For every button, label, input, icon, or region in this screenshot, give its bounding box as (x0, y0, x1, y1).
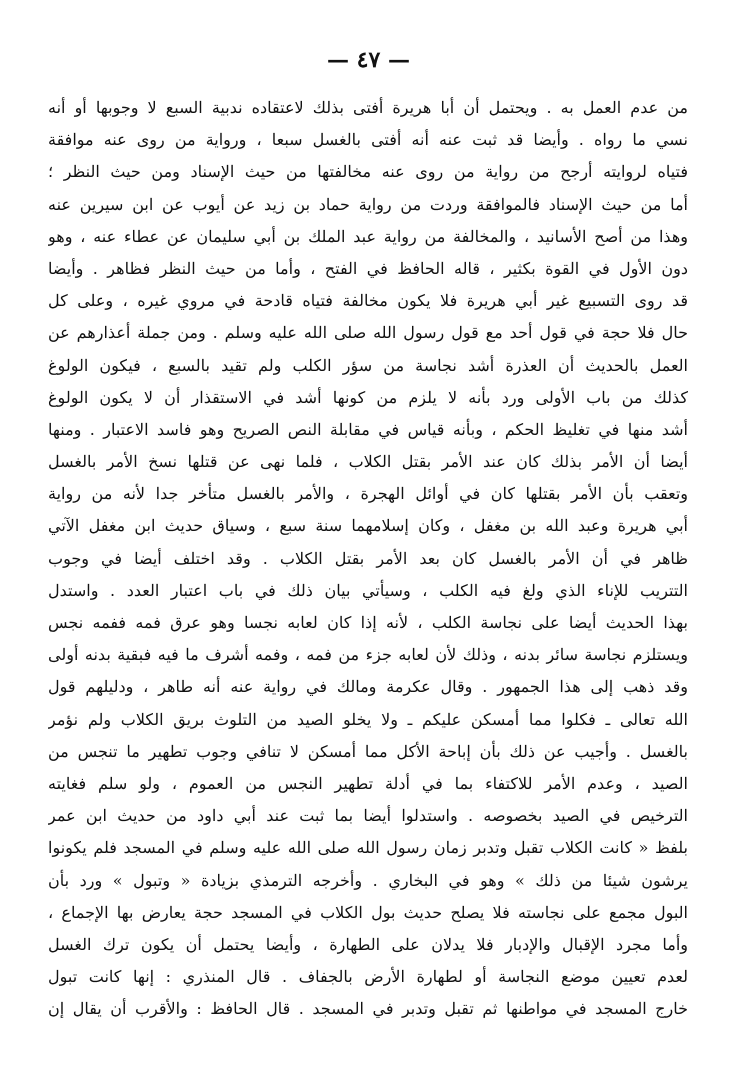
page-number: — ٤٧ — (327, 47, 410, 73)
text-line: وهذا من أصح الأسانيد ، والمخالفة من رواية عبد الملك بن أبي سليمان عن عطاء عنه ، وهو (48, 226, 688, 246)
text-line: كذلك من باب الأولى ورد بأنه لا يلزم من كونها أشد في الاستقذار أن لا يكون الولوغ (48, 387, 688, 407)
text-line: التتريب للإناء الذي ولغ فيه الكلب ، وسيأتي بيان ذلك في باب اعتبار العدد . واستدل (48, 580, 688, 600)
text-line: يرشون شيئا من ذلك » وهو في البخاري . وأخرجه الترمذي بزيادة « وتبول » ورد بأن (48, 870, 688, 890)
text-line: بهذا الحديث أيضا على نجاسة الكلب ، لأنه إذا كان لعابه نجسا وهو عرق فمه ففمه نجس (48, 613, 688, 632)
text-line: أما من حيث الإسناد فالموافقة وردت من رواية حماد بن زيد عن أيوب عن ابن سيرين عنه (48, 194, 688, 214)
text-line: وقد ذهب إلى هذا الجمهور . وقال عكرمة ومالك في رواية عنه أنه طاهر ، ودليلهم قول (48, 677, 688, 697)
text-line: أشد منها في تغليظ الحكم ، وبأنه قياس في مقابلة النص الصريح وهو فاسد الاعتبار . ومنها (48, 419, 688, 439)
text-line: من عدم العمل به . ويحتمل أن أبا هريرة أفتى بذلك لاعتقاده ندبية السبع لا وجوبها أو أنه (48, 98, 688, 117)
text-line: وتعقب بأن الأمر بقتلها كان في أوائل الهجرة ، والأمر بالغسل متأخر جدا لأنه من رواية (48, 484, 688, 504)
text-line: خارج المسجد في مواطنها ثم تقبل وتدبر في المسجد . قال الحافظ : والأقرب أن يقال إن (48, 999, 688, 1019)
text-line: فتياه لروايته أرجح من رواية من روى عنه مخالفتها من حيث الإسناد ومن حيث النظر ؛ (48, 162, 688, 182)
text-line: الصيد ، وعدم الأمر للاكتفاء بما في أدلة تطهير النجس من العموم ، ولو سلم فغايته (48, 773, 688, 793)
text-line: لعدم تعيين موضع النجاسة أو لطهارة الأرض بالجفاف . قال المنذري : إنها كانت تبول (48, 967, 688, 987)
text-line: أبي هريرة وعبد الله بن مغفل ، وكان إسلامهما سنة سبع ، وسياق حديث ابن مغفل الآتي (48, 516, 688, 536)
text-line: ظاهر في أن الأمر بالغسل كان بعد الأمر بقتل الكلاب . وقد اختلف أيضا في وجوب (48, 548, 688, 568)
text-line: العمل بالحديث أن العذرة أشد نجاسة من سؤر الكلب ولم تقيد بالسبع ، فيكون الولوغ (48, 355, 688, 375)
text-line: البول مجمع على نجاسته فلا يصلح حديث بول الكلاب في المسجد حجة يعارض بها الإجماع ، (48, 902, 688, 922)
text-line: دون الأول في القوة بكثير ، قاله الحافظ في الفتح ، وأما من حيث النظر فظاهر . وأيضا (48, 258, 688, 278)
text-line: حال فلا حجة في قول أحد مع قول رسول الله صلى الله عليه وسلم . ومن جملة أعذارهم عن (48, 323, 688, 343)
text-line: بلفظ « كانت الكلاب تقبل وتدبر زمان رسول الله صلى الله عليه وسلم في المسجد فلم يكونوا (48, 838, 688, 858)
body-text (48, 92, 688, 1025)
text-line: الله تعالى ـ فكلوا مما أمسكن عليكم ـ ولا يخلو الصيد من التلوث بريق الكلاب ولم نؤمر (48, 709, 688, 729)
text-line: ويستلزم نجاسة سائر بدنه ، وذلك لأن لعابه جزء من فمه ، وفمه أشرف ما فيه فبقية بدنه أولى (48, 645, 688, 665)
text-line: نسي ما رواه . وأيضا قد ثبت عنه أنه أفتى بالغسل سبعا ، ورواية من روى عنه موافقة (48, 130, 688, 150)
text-line: بالغسل . وأجيب عن ذلك بأن إباحة الأكل مما أمسكن لا تنافي وجوب تطهير ما تنجس من (48, 741, 688, 761)
text-line: وأما مجرد الإقبال والإدبار فلا يدلان على الطهارة ، وأيضا يحتمل أن يكون ترك الغسل (48, 934, 688, 954)
text-line: قد روى التسبيع غير أبي هريرة فلا يكون مخالفة فتياه قادحة في مروي غيره ، وعلى كل (48, 291, 688, 311)
text-line: أيضا أن الأمر بذلك كان عند الأمر بقتل الكلاب ، فلما نهى عن قتلها نسخ الأمر بالغسل (48, 452, 688, 472)
text-line: الترخيص في الصيد بخصوصه . واستدلوا أيضا بما ثبت عند أبي داود من حديث ابن عمر (48, 806, 688, 826)
